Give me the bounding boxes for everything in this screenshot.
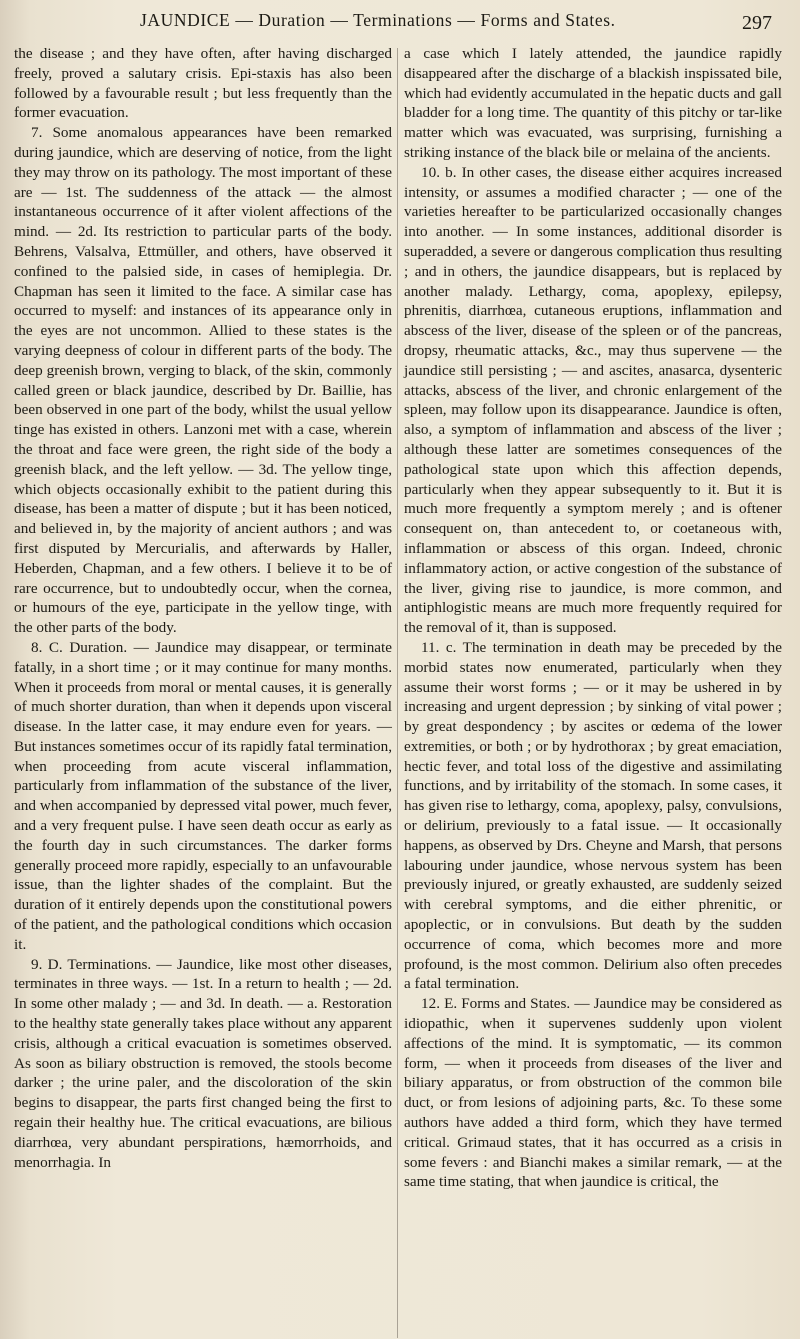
paragraph: 7. Some anomalous appearances have been remarked during jaundice, which are deserving of notice, from the light they may throw on its pathology. The most important of these are — 1st. The suddenness of the attack — the almost instantaneous occurrence of it after violent affections of the mind. — 2d. Its restriction to particular parts of the body. Behrens, Valsalva, Ettmüller, and others, have observed it confined to the palsied side, in cases of hemiplegia. Dr. Chapman has seen it limited to the face. A similar case has occurred to myself: and instances of its appearance only in the eyes are not uncommon. Allied to these states is the varying deepness of colour in different parts of the body. The deep greenish brown, verging to black, of the skin, commonly called green or black jaundice, described by Dr. Baillie, has been observed in one part of the body, whilst the usual yellow tinge has existed in others. Lanzoni met with a case, wherein the throat and face were green, the right side of the body a greenish black, and the left yellow. — 3d. The yellow tinge, which objects occasionally exhibit to the patient during this disease, has been a matter of dispute ; but it has been noticed, and believed in, by the majority of ancient authors ; and was first disputed by Mercurialis, and afterwards by Haller, Heberden, Chapman, and a few others. I believe it to be of rare occurrence, but to undoubtedly occur, when the cornea, or humours of the eye, participate in the yellow tinge, with the other parts of the body. [14,124,392,637]
paragraph: 11. c. The termination in death may be preceded by the morbid states now enumerated, particularly when they assume their worst forms ; — or it may be ushered in by increasing and urgent depression ; by sinking of vital power ; by great despondency ; by ascites or œdema of the lower extremities, or both ; or by hydrothorax ; by great emaciation, hectic fever, and total loss of the digestive and assimilating functions, and by irritability of the stomach. In some cases, it has given rise to lethargy, coma, apoplexy, palsy, convulsions, or delirium, previously to a fatal issue. — It occasionally happens, as observed by Drs. Cheyne and Marsh, that persons labouring under jaundice, whose nervous system has been previously injured, or greatly exhausted, are suddenly seized with cerebral symptoms, and die either phrenitic, or apoplectic, or in convulsions. But death by the sudden occurrence of coma, which becomes more and more profound, is the most common. Delirium also often precedes a fatal termination. [404,638,782,993]
left-column [14,44,392,1172]
right-column [404,44,782,1192]
running-title: JAUNDICE — Duration — Terminations — Forms and States. [140,10,616,30]
paragraph: 9. D. Terminations. — Jaundice, like most other diseases, terminates in three ways. — 1st. In a return to health ; — 2d. In some other malady ; — and 3d. In death. — a. Restoration to the healthy state generally takes place without any apparent crisis, although a critical evacuation is sometimes observed. As soon as biliary obstruction is removed, the stools become darker ; the urine paler, and the discoloration of the skin begins to disappear, the parts first changed being the first to regain their healthy hue. The critical evacuations, are bilious diarrhœa, very abundant perspirations, hæmorrhoids, and menorrhagia. In [14,955,392,1171]
paragraph: 10. b. In other cases, the disease either acquires increased intensity, or assumes a modified character ; — one of the varieties hereafter to be particularized occasionally changes into another. — In some instances, additional disorder is superadded, a severe or dangerous complication thus resulting ; and in others, the jaundice disappears, but is replaced by another malady. Lethargy, coma, apoplexy, epilepsy, phrenitis, diarrhœa, cutaneous eruptions, inflammation and abscess of the liver, disease of the spleen or of the pancreas, dropsy, rheumatic attacks, &c., may thus supervene — the jaundice still persisting ; — and ascites, anasarca, dysenteric attacks, abscess of the liver, and chronic enlargement of the spleen, may follow upon its disappearance. Jaundice is often, also, a symptom of inflammation and abscess of the liver ; although these latter are sometimes consequences of the pathological state upon which this affection depends, particularly when they appear subsequently to it. But it is much more frequently a symptom merely ; and is oftener consequent on, than antecedent to, or coetaneous with, inflammation or abscess of this organ. Indeed, chronic inflammatory action, or active congestion of the substance of the liver, giving rise to jaundice, is more common, and antiphlogistic means are much more frequently required for the removal of it, than is supposed. [404,163,782,637]
column-divider [397,48,398,1338]
paragraph: a case which I lately attended, the jaundice rapidly disappeared after the discharge of a blackish inspissated bile, which had evidently accumulated in the hepatic ducts and gall bladder for a long time. The quantity of this pitchy or tar-like matter which was evacuated, was surprising, furnishing a striking instance of the black bile or melaina of the ancients. [404,45,782,161]
paragraph: 12. E. Forms and States. — Jaundice may be considered as idiopathic, when it supervenes suddenly upon violent affections of the mind. It is symptomatic, — its common form, — when it proceeds from diseases of the liver and biliary apparatus, or from obstruction of the common bile duct, or from lesions of adjoining parts, &c. To these some authors have added a third form, which they have termed critical. Grimaud states, that it has occurred as a crisis in some fevers : and Bianchi makes a similar remark, — at the same time stating, that when jaundice is critical, the [404,995,782,1191]
paragraph: the disease ; and they have often, after having discharged freely, proved a salutary crisis. Epi-staxis has also been followed by a favourable result ; but less frequently than the former evacuation. [14,45,392,122]
page-number: 297 [742,12,772,34]
paragraph: 8. C. Duration. — Jaundice may disappear, or terminate fatally, in a short time ; or it may continue for many months. When it proceeds from moral or mental causes, it is generally of much shorter duration, than when it depends upon visceral disease. In the latter case, it may endure even for years. — But instances sometimes occur of its rapidly fatal termination, when proceeding from acute visceral inflammation, particularly from inflammation of the substance of the liver, and when accompanied by depressed vital power, much fever, and a very frequent pulse. I have seen death occur as early as the fourth day in such circumstances. The darker forms generally proceed more rapidly, especially to an unfavourable issue, than the lighter shades of the complaint. But the duration of it entirely depends upon the constitutional powers of the patient, and the pathological conditions which occasion it. [14,638,392,953]
